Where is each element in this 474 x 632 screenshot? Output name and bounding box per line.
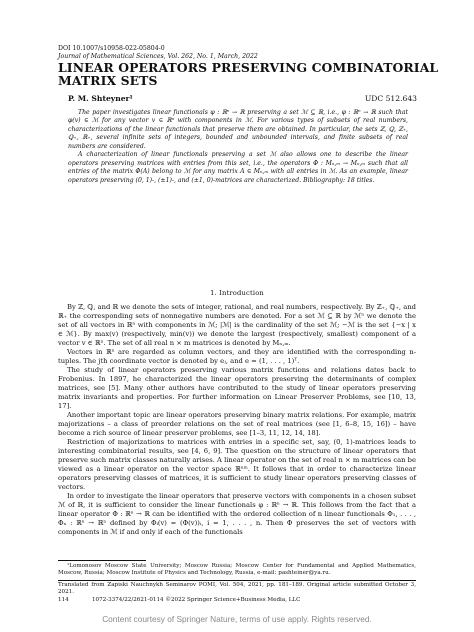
copyright-text: 1072-3374/22/2621-0114 ©2022 Springer Science+Business Media, LLC: [92, 597, 301, 603]
footnote-rule: [58, 560, 146, 561]
body-paragraph-2: Vectors in ℝⁿ are regarded as column vectors, and they are identified with the corresponding n-tuples. The jth coordinate vector is denoted by eⱼ, and e = (1, . . . , 1)ᵀ.: [58, 348, 416, 365]
article-title: [58, 60, 439, 88]
body-paragraph-5: Restriction of majorizations to matrices with entries in a specific set, say, (0, 1)-matrices leads to interesting combinatorial results, see [4, 6, 9]. The question on the structure of linear operators that preserve such matrix classes naturally arises. A linear operator on the set of real n × m matrices can be viewed as a linear operator on the vector space ℝⁿᵐ. It follows that in order to characterize linear operators preserving classes of matrices, it is sufficient to study linear operators preserving classes of vectors.: [58, 438, 416, 491]
author-name: P. M. Shteyner¹: [68, 94, 133, 103]
abstract-paragraph-2: A characterization of linear functionals preserving a set ℳ also allows one to describe the linear operators preserving matrices with entries from this set, i.e., the operators Φ : Mₙ,ₘ → Mₙ,ₘ such that all entries of the matrix Φ(A) belong to ℳ for any matrix A ∈ Mₙ,ₘ with all entries in ℳ. As an example, linear operators preserving (0, 1)-, (±1)-, and (±1, 0)-matrices are characterized. Bibliography: 18 titles.: [68, 151, 408, 184]
body-paragraph-6: In order to investigate the linear operators that preserve vectors with components in a chosen subset ℳ of ℝ, it is sufficient to consider the linear functionals φ : ℝⁿ → ℝ. This follows from the fact that a linear operator Φ : ℝⁿ → ℝ can be identified with the ordered collection of n linear functionals Φ₁, . . . , Φₙ : ℝⁿ → ℝⁿ defined by Φᵢ(v) = (Φ(v))ᵢ, i = 1, . . . , n. Then Φ preserves the set of vectors with components in ℳ if and only if each of the functionals: [58, 492, 416, 536]
title-line-2: MATRIX SETS: [58, 73, 158, 88]
abstract-paragraph-1: The paper investigates linear functionals φ : ℝⁿ → ℝ preserving a set ℳ ⊆ ℝ, i.e., φ : ℝⁿ → ℝ such that φ(v) ∈ ℳ for any vector v ∈ ℝⁿ with components in ℳ. For various types of subsets of real numbers, characterizations of the linear functionals that preserve them are obtained. In particular, the sets ℤ, ℚ, ℤ₊, ℚ₊, ℝ₊, several infinite sets of integers, bounded and unbounded intervals, and finite subsets of real numbers are considered.: [68, 109, 408, 150]
body-paragraph-1: By ℤ, ℚ, and ℝ we denote the sets of integer, rational, and real numbers, respectively. By ℤ₊, ℚ₊, and ℝ₊ the corresponding sets of nonnegative numbers are denoted. For a set ℳ ⊆ ℝ by ℳⁿ we denote the set of all vectors in ℝⁿ with components in ℳ; |ℳ| is the cardinality of the set ℳ; −ℳ is the set {−x | x ∈ ℳ}. By max(v) (respectively, min(v)) we denote the largest (respectively, smallest) component of a vector v ∈ ℝⁿ. The set of all real n × m matrices is denoted by Mₙ,ₘ.: [58, 303, 416, 347]
translation-note: Translated from Zapiski Nauchnykh Seminarov POMI, Vol. 504, 2021, pp. 181–189. Original article submitted October 3, 2021.: [58, 582, 416, 595]
section-heading: 1. Introduction: [210, 289, 264, 297]
abstract: [68, 109, 408, 185]
title-line-1: LINEAR OPERATORS PRESERVING COMBINATORIAL: [58, 60, 439, 75]
footnote-text: ¹Lomonosov Moscow State University; Moscow Russia; Moscow Center for Fundamental and Applied Mathematics, Moscow, Russia; Moscow Institute of Physics and Technology, Russia, e-mail: pashteiner@ya.ru.: [58, 563, 416, 576]
doi-line: DOI 10.1007/s10958-022-05804-0: [58, 45, 165, 52]
journal-line: Journal of Mathematical Sciences, Vol. 262, No. 1, March, 2022: [58, 53, 258, 60]
body-paragraph-4: Another important topic are linear operators preserving binary matrix relations. For example, matrix majorizations – a class of preorder relations on the set of real matrices (see [1, 6–8, 15, 16]) – have become a rich source of linear preserver problems, see [1–3, 11, 12, 14, 18].: [58, 411, 416, 437]
page-number: 114: [58, 597, 69, 603]
body-paragraph-3: The study of linear operators preserving various matrix functions and relations dates back to Frobenius. In 1897, he characterized the linear operators preserving the determinants of complex matrices, see [5]. Many other authors have contributed to the study of linear operators preserving matrix invariants and properties. For further information on Linear Preserver Problems, see [10, 13, 17].: [58, 366, 416, 410]
springer-banner: Content courtesy of Springer Nature, terms of use apply. Rights reserved.: [102, 614, 372, 624]
udc-code: UDC 512.643: [364, 94, 417, 103]
body-text: [58, 303, 416, 537]
bottom-rule: [58, 580, 416, 581]
footnote: [58, 563, 416, 577]
